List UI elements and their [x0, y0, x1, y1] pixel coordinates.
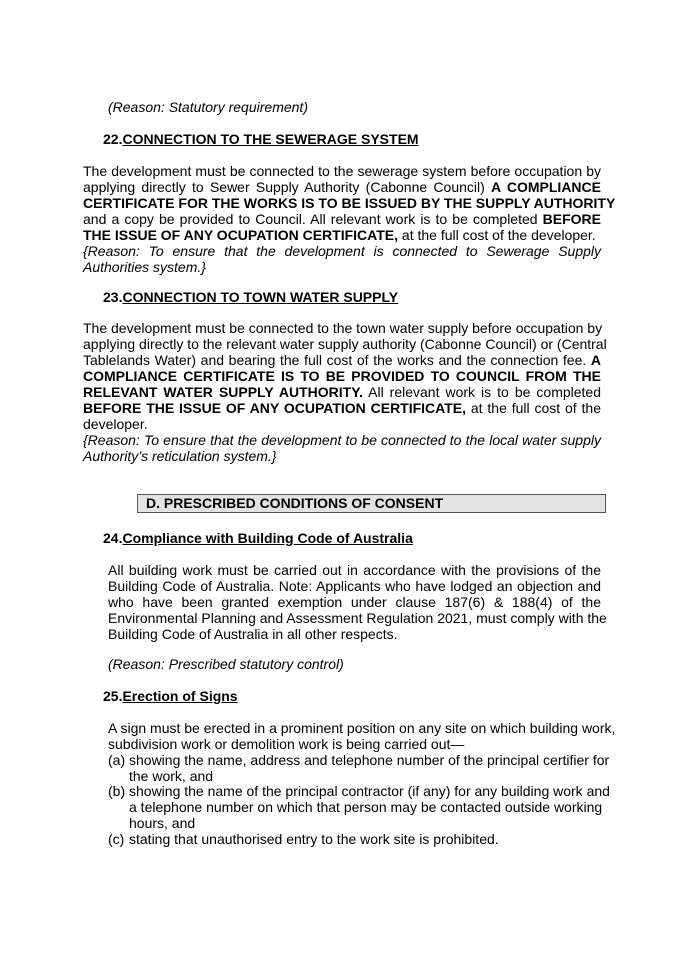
heading-24	[103, 530, 413, 546]
bold-span: BEFORE	[542, 211, 601, 227]
bold-span: BEFORE THE ISSUE OF ANY OCUPATION CERTIFICATE,	[83, 400, 467, 416]
text-line	[83, 179, 601, 195]
bold-span: A	[590, 352, 601, 368]
text-span: Tablelands Water) and bearing the full cost of the works and the connection fee.	[83, 352, 591, 368]
text-line	[83, 368, 601, 384]
list-label: (b)	[108, 783, 126, 799]
text-line: All building work must be carried out in accordance with the provisions of the	[108, 562, 601, 578]
heading-number: 24.	[103, 530, 123, 546]
italic-span: {Reason: To ensure that the development is connected to Sewerage Supply	[83, 243, 601, 259]
text-line: who have been granted exemption under clause 187(6) & 188(4) of the	[108, 594, 601, 610]
text-line	[83, 400, 601, 416]
list-text	[129, 831, 601, 847]
text-line: The development must be connected to the sewerage system before occupation by	[83, 163, 601, 179]
text-span: and a copy be provided to Council. All relevant work is to be completed	[83, 211, 543, 227]
list-text	[129, 783, 610, 831]
list-label: (c)	[108, 831, 125, 847]
text-line: a telephone number on which that person may be contacted outside working	[129, 799, 603, 815]
heading-title: Erection of Signs	[122, 688, 238, 704]
bold-span: A COMPLIANCE	[491, 179, 601, 195]
text-span: at the full cost of the developer.	[398, 227, 596, 243]
text-line: developer.	[83, 416, 148, 432]
text-line: The development must be connected to the town water supply before occupation by	[83, 320, 603, 336]
list-label: (a)	[108, 752, 126, 768]
text-line: stating that unauthorised entry to the work site is prohibited.	[129, 831, 499, 847]
reason-statutory-requirement: (Reason: Statutory requirement)	[108, 99, 308, 115]
bold-span: CERTIFICATE FOR THE WORKS IS TO BE ISSUED BY THE SUPPLY AUTHORITY	[83, 195, 616, 211]
text-line: subdivision work or demolition work is being carried out—	[108, 736, 465, 752]
text-span: applying directly to Sewer Supply Authority (Cabonne Council)	[83, 179, 492, 195]
text-span: All relevant work is to be completed	[362, 384, 601, 400]
text-line: hours, and	[129, 815, 196, 831]
text-line: Building Code of Australia in all other respects.	[108, 626, 398, 642]
reason-line	[83, 448, 601, 464]
text-line	[83, 195, 616, 211]
heading-23	[103, 289, 398, 305]
bold-span: RELEVANT WATER SUPPLY AUTHORITY.	[83, 384, 363, 400]
heading-number: 25.	[103, 688, 123, 704]
paragraph-24	[108, 562, 607, 642]
heading-title: CONNECTION TO TOWN WATER SUPPLY	[122, 289, 399, 305]
italic-span: {Reason: To ensure that the development to be connected to the local water supply	[83, 432, 601, 448]
heading-title: CONNECTION TO THE SEWERAGE SYSTEM	[122, 131, 419, 147]
text-line: A sign must be erected in a prominent position on any site on which building work,	[108, 720, 616, 736]
text-line	[83, 352, 601, 368]
paragraph-22	[83, 163, 616, 275]
text-span: at the full cost of the	[466, 400, 601, 416]
reason-line	[83, 243, 601, 259]
text-line: the work, and	[129, 768, 214, 784]
text-line: showing the name of the principal contractor (if any) for any building work and	[129, 783, 610, 799]
list-text	[129, 752, 610, 784]
text-line	[83, 384, 601, 400]
reason-line	[83, 259, 601, 275]
text-line: Building Code of Australia. Note: Applicants who have lodged an objection and	[108, 578, 601, 594]
paragraph-23	[83, 320, 607, 464]
section-d-heading: D. PRESCRIBED CONDITIONS OF CONSENT	[137, 494, 606, 513]
reason-prescribed-control: (Reason: Prescribed statutory control)	[108, 656, 344, 672]
text-line: Environmental Planning and Assessment Regulation 2021, must comply with the	[108, 610, 607, 626]
paragraph-25-intro	[108, 720, 616, 752]
heading-number: 23.	[103, 289, 123, 305]
heading-number: 22.	[103, 131, 123, 147]
italic-span: Authorities system.}	[83, 259, 206, 275]
reason-line	[83, 432, 601, 448]
heading-22	[103, 131, 419, 147]
text-line	[83, 211, 601, 227]
text-line	[83, 227, 601, 243]
text-line: showing the name, address and telephone number of the principal certifier for	[129, 752, 610, 768]
heading-25	[103, 688, 238, 704]
italic-span: Authority’s reticulation system.}	[83, 448, 277, 464]
bold-span: THE ISSUE OF ANY OCUPATION CERTIFICATE,	[83, 227, 399, 243]
heading-title: Compliance with Building Code of Australia	[122, 530, 413, 546]
bold-span: COMPLIANCE CERTIFICATE IS TO BE PROVIDED TO COUNCIL FROM THE	[83, 368, 601, 384]
text-line: applying directly to the relevant water supply authority (Cabonne Council) or (Central	[83, 336, 607, 352]
